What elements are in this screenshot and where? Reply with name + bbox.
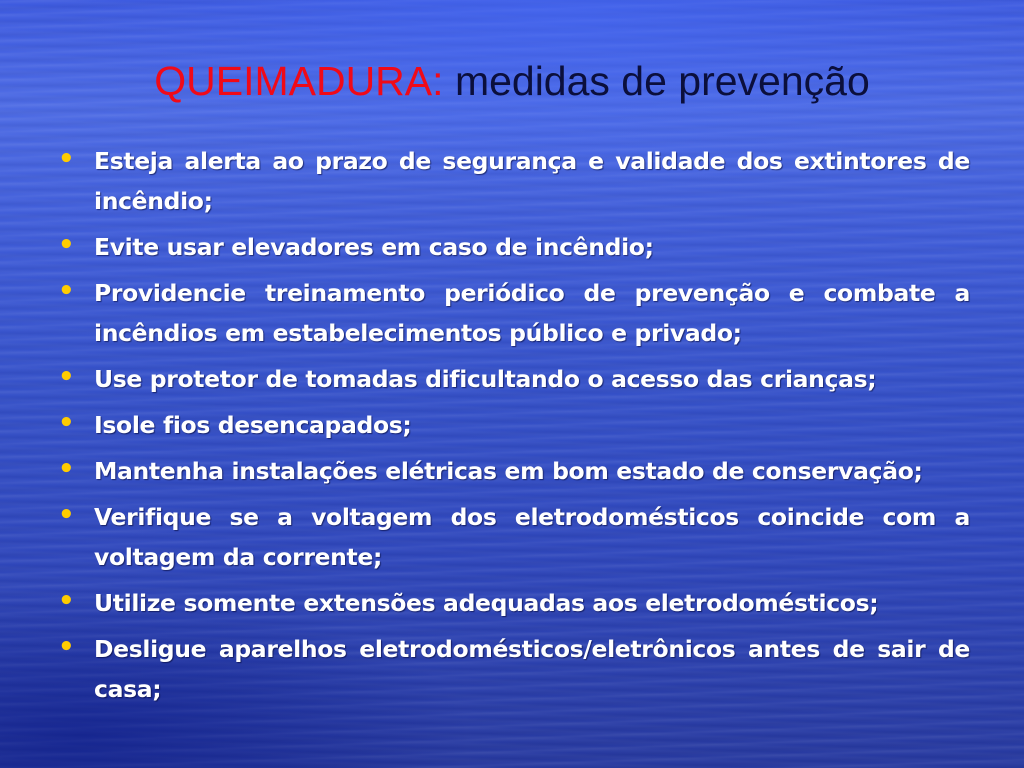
bullet-dot-icon: • — [58, 144, 75, 174]
bullet-dot-icon: • — [58, 500, 75, 530]
bullet-text: Esteja alerta ao prazo de segurança e validade dos extintores de incêndio; — [94, 147, 970, 215]
bullet-dot-icon: • — [58, 362, 75, 392]
bullet-text: Mantenha instalações elétricas em bom estado de conservação; — [94, 457, 923, 485]
slide-title-subtitle: medidas de prevenção — [454, 58, 870, 104]
bullet-item — [54, 583, 970, 623]
bullet-text: Desligue aparelhos eletrodomésticos/eletrônicos antes de sair de casa; — [94, 635, 970, 703]
bullet-text: Utilize somente extensões adequadas aos eletrodomésticos; — [94, 589, 879, 617]
slide-title-highlight: QUEIMADURA: — [154, 58, 444, 104]
bullet-text: Evite usar elevadores em caso de incêndio; — [94, 233, 654, 261]
bullet-list — [54, 141, 970, 715]
bullet-text: Providencie treinamento periódico de prevenção e combate a incêndios em estabelecimentos público e privado; — [94, 279, 970, 347]
bullet-dot-icon: • — [58, 276, 75, 306]
bullet-item — [54, 273, 970, 353]
bullet-dot-icon: • — [58, 632, 75, 662]
bullet-item — [54, 359, 970, 399]
bullet-item — [54, 227, 970, 267]
bullet-item — [54, 451, 970, 491]
slide-title — [0, 52, 1024, 110]
bullet-dot-icon: • — [58, 408, 75, 438]
bullet-item — [54, 629, 970, 709]
bullet-text: Isole fios desencapados; — [94, 411, 412, 439]
bullet-text: Use protetor de tomadas dificultando o acesso das crianças; — [94, 365, 877, 393]
bullet-dot-icon: • — [58, 230, 75, 260]
bullet-dot-icon: • — [58, 586, 75, 616]
bullet-item — [54, 497, 970, 577]
bullet-text: Verifique se a voltagem dos eletrodomésticos coincide com a voltagem da corrente; — [94, 503, 970, 571]
bullet-dot-icon: • — [58, 454, 75, 484]
bullet-item — [54, 405, 970, 445]
bullet-item — [54, 141, 970, 221]
